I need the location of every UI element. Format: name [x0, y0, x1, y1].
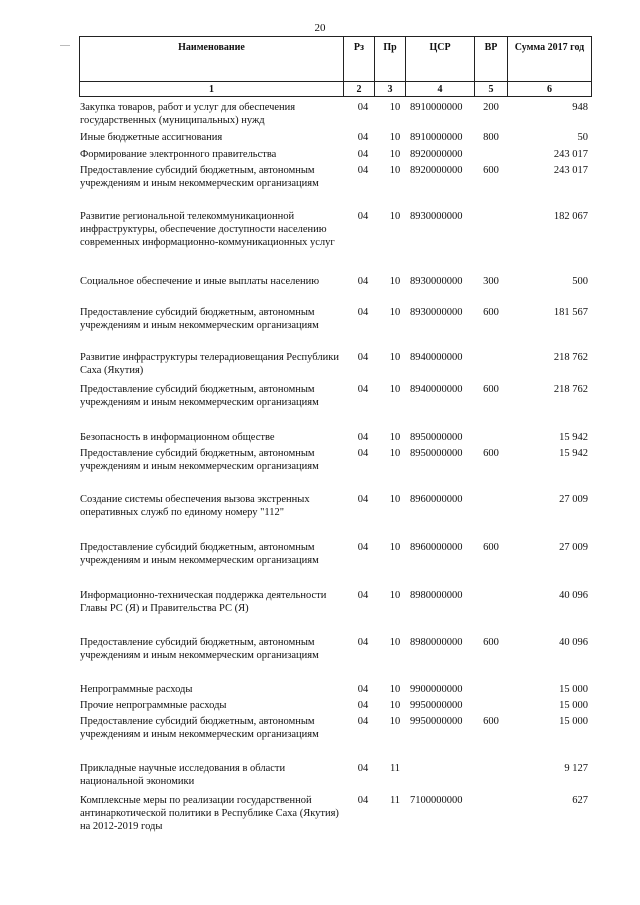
row-vr: 600 — [483, 165, 499, 176]
row-csr: 8930000000 — [410, 307, 463, 318]
row-rz: 04 — [357, 763, 369, 774]
row-sum: 500 — [572, 276, 588, 287]
row-sum: 218 762 — [553, 352, 588, 363]
header-rz: Рз — [344, 37, 375, 82]
row-pr: 10 — [389, 132, 401, 143]
row-name: Непрограммные расходы — [80, 684, 193, 695]
row-name: Предоставление субсидий бюджетным, автономным учреждениям и иным некоммерческим организациям — [80, 307, 319, 331]
row-sum: 27 009 — [559, 542, 588, 553]
row-sum: 181 567 — [553, 307, 588, 318]
row-pr: 10 — [389, 448, 401, 459]
page-number: 20 — [314, 22, 326, 34]
row-rz: 04 — [357, 352, 369, 363]
row-csr: 7100000000 — [410, 795, 463, 806]
row-pr: 10 — [389, 165, 401, 176]
row-pr: 10 — [389, 352, 401, 363]
row-sum: 243 017 — [553, 149, 588, 160]
row-rz: 04 — [357, 542, 369, 553]
row-csr: 8980000000 — [410, 637, 463, 648]
row-rz: 04 — [357, 795, 369, 806]
row-name: Закупка товаров, работ и услуг для обеспечения государственных (муниципальных) нужд — [80, 102, 296, 126]
row-csr: 8910000000 — [410, 132, 463, 143]
row-pr: 10 — [389, 684, 401, 695]
row-pr: 10 — [389, 590, 401, 601]
row-rz: 04 — [357, 102, 369, 113]
row-csr: 8920000000 — [410, 149, 463, 160]
row-rz: 04 — [357, 716, 369, 727]
row-name: Безопасность в информационном обществе — [80, 432, 275, 443]
row-vr: 600 — [483, 448, 499, 459]
row-sum: 218 762 — [553, 384, 588, 395]
row-csr: 8930000000 — [410, 276, 463, 287]
row-csr: 8920000000 — [410, 165, 463, 176]
row-pr: 10 — [389, 432, 401, 443]
row-name: Предоставление субсидий бюджетным, автономным учреждениям и иным некоммерческим организациям — [80, 542, 319, 566]
row-sum: 27 009 — [559, 494, 588, 505]
row-csr: 8960000000 — [410, 494, 463, 505]
row-pr: 10 — [389, 494, 401, 505]
row-sum: 15 942 — [559, 448, 588, 459]
row-csr: 9950000000 — [410, 716, 463, 727]
row-vr: 600 — [483, 637, 499, 648]
row-csr: 9900000000 — [410, 684, 463, 695]
row-name: Предоставление субсидий бюджетным, автономным учреждениям и иным некоммерческим организациям — [80, 716, 319, 740]
row-pr: 10 — [389, 716, 401, 727]
row-name: Создание системы обеспечения вызова экстренных оперативных служб по единому номеру "112" — [80, 494, 310, 518]
row-pr: 10 — [389, 700, 401, 711]
row-sum: 182 067 — [553, 211, 588, 222]
row-pr: 11 — [389, 795, 401, 806]
row-vr: 800 — [483, 132, 499, 143]
header-num-name: 1 — [80, 82, 344, 97]
row-pr: 10 — [389, 637, 401, 648]
row-sum: 948 — [572, 102, 588, 113]
row-rz: 04 — [357, 276, 369, 287]
row-csr: 8950000000 — [410, 432, 463, 443]
row-sum: 243 017 — [553, 165, 588, 176]
row-name: Развитие инфраструктуры телерадиовещания Республики Саха (Якутия) — [80, 352, 339, 376]
row-name: Прикладные научные исследования в области национальной экономики — [80, 763, 286, 787]
row-rz: 04 — [357, 494, 369, 505]
row-rz: 04 — [357, 384, 369, 395]
header-vr: ВР — [475, 37, 508, 82]
row-sum: 15 000 — [559, 700, 588, 711]
header-num-csr: 4 — [406, 82, 475, 97]
row-vr: 300 — [483, 276, 499, 287]
row-pr: 10 — [389, 211, 401, 222]
row-csr: 8950000000 — [410, 448, 463, 459]
row-name: Формирование электронного правительства — [80, 149, 277, 160]
row-rz: 04 — [357, 700, 369, 711]
row-name: Предоставление субсидий бюджетным, автономным учреждениям и иным некоммерческим организациям — [80, 384, 319, 408]
row-csr: 8940000000 — [410, 384, 463, 395]
row-name: Иные бюджетные ассигнования — [80, 132, 223, 143]
header-csr: ЦСР — [406, 37, 475, 82]
row-vr: 600 — [483, 384, 499, 395]
row-sum: 15 000 — [559, 684, 588, 695]
row-sum: 15 942 — [559, 432, 588, 443]
header-name: Наименование — [80, 37, 344, 82]
row-sum: 40 096 — [559, 637, 588, 648]
row-sum: 40 096 — [559, 590, 588, 601]
header-num-vr: 5 — [475, 82, 508, 97]
row-rz: 04 — [357, 211, 369, 222]
row-csr: 8940000000 — [410, 352, 463, 363]
row-name: Социальное обеспечение и иные выплаты населению — [80, 276, 320, 287]
row-rz: 04 — [357, 684, 369, 695]
row-sum: 15 000 — [559, 716, 588, 727]
row-pr: 10 — [389, 384, 401, 395]
row-csr: 8910000000 — [410, 102, 463, 113]
row-vr: 600 — [483, 307, 499, 318]
row-pr: 10 — [389, 307, 401, 318]
row-name: Развитие региональной телекоммуникационной инфраструктуры, обеспечение доступности населению современных информационно-коммуникационных услуг — [80, 211, 335, 248]
row-pr: 10 — [389, 102, 401, 113]
header-num-pr: 3 — [375, 82, 406, 97]
row-name: Информационно-техническая поддержка деятельности Главы РС (Я) и Правительства РС (Я) — [80, 590, 327, 614]
row-sum: 627 — [572, 795, 588, 806]
row-name: Предоставление субсидий бюджетным, автономным учреждениям и иным некоммерческим организациям — [80, 165, 319, 189]
row-csr: 9950000000 — [410, 700, 463, 711]
row-pr: 10 — [389, 542, 401, 553]
row-rz: 04 — [357, 432, 369, 443]
row-rz: 04 — [357, 149, 369, 160]
header-sum: Сумма 2017 год — [508, 37, 592, 82]
row-pr: 10 — [389, 149, 401, 160]
row-rz: 04 — [357, 590, 369, 601]
row-sum: 50 — [577, 132, 588, 143]
row-vr: 200 — [483, 102, 499, 113]
row-rz: 04 — [357, 165, 369, 176]
header-num-rz: 2 — [344, 82, 375, 97]
header-num-sum: 6 — [508, 82, 592, 97]
row-csr: 8980000000 — [410, 590, 463, 601]
row-vr: 600 — [483, 542, 499, 553]
row-rz: 04 — [357, 307, 369, 318]
row-rz: 04 — [357, 132, 369, 143]
row-name: Предоставление субсидий бюджетным, автономным учреждениям и иным некоммерческим организациям — [80, 448, 319, 472]
row-name: Комплексные меры по реализации государственной антинаркотической политики в Республике Саха (Якутия) на 2012-2019 годы — [80, 795, 339, 832]
row-rz: 04 — [357, 637, 369, 648]
row-pr: 10 — [389, 276, 401, 287]
row-name: Предоставление субсидий бюджетным, автономным учреждениям и иным некоммерческим организациям — [80, 637, 319, 661]
header-pr: Пр — [375, 37, 406, 82]
row-csr: 8960000000 — [410, 542, 463, 553]
row-csr: 8930000000 — [410, 211, 463, 222]
row-vr: 600 — [483, 716, 499, 727]
row-rz: 04 — [357, 448, 369, 459]
row-sum: 9 127 — [564, 763, 588, 774]
row-name: Прочие непрограммные расходы — [80, 700, 227, 711]
row-pr: 11 — [389, 763, 401, 774]
